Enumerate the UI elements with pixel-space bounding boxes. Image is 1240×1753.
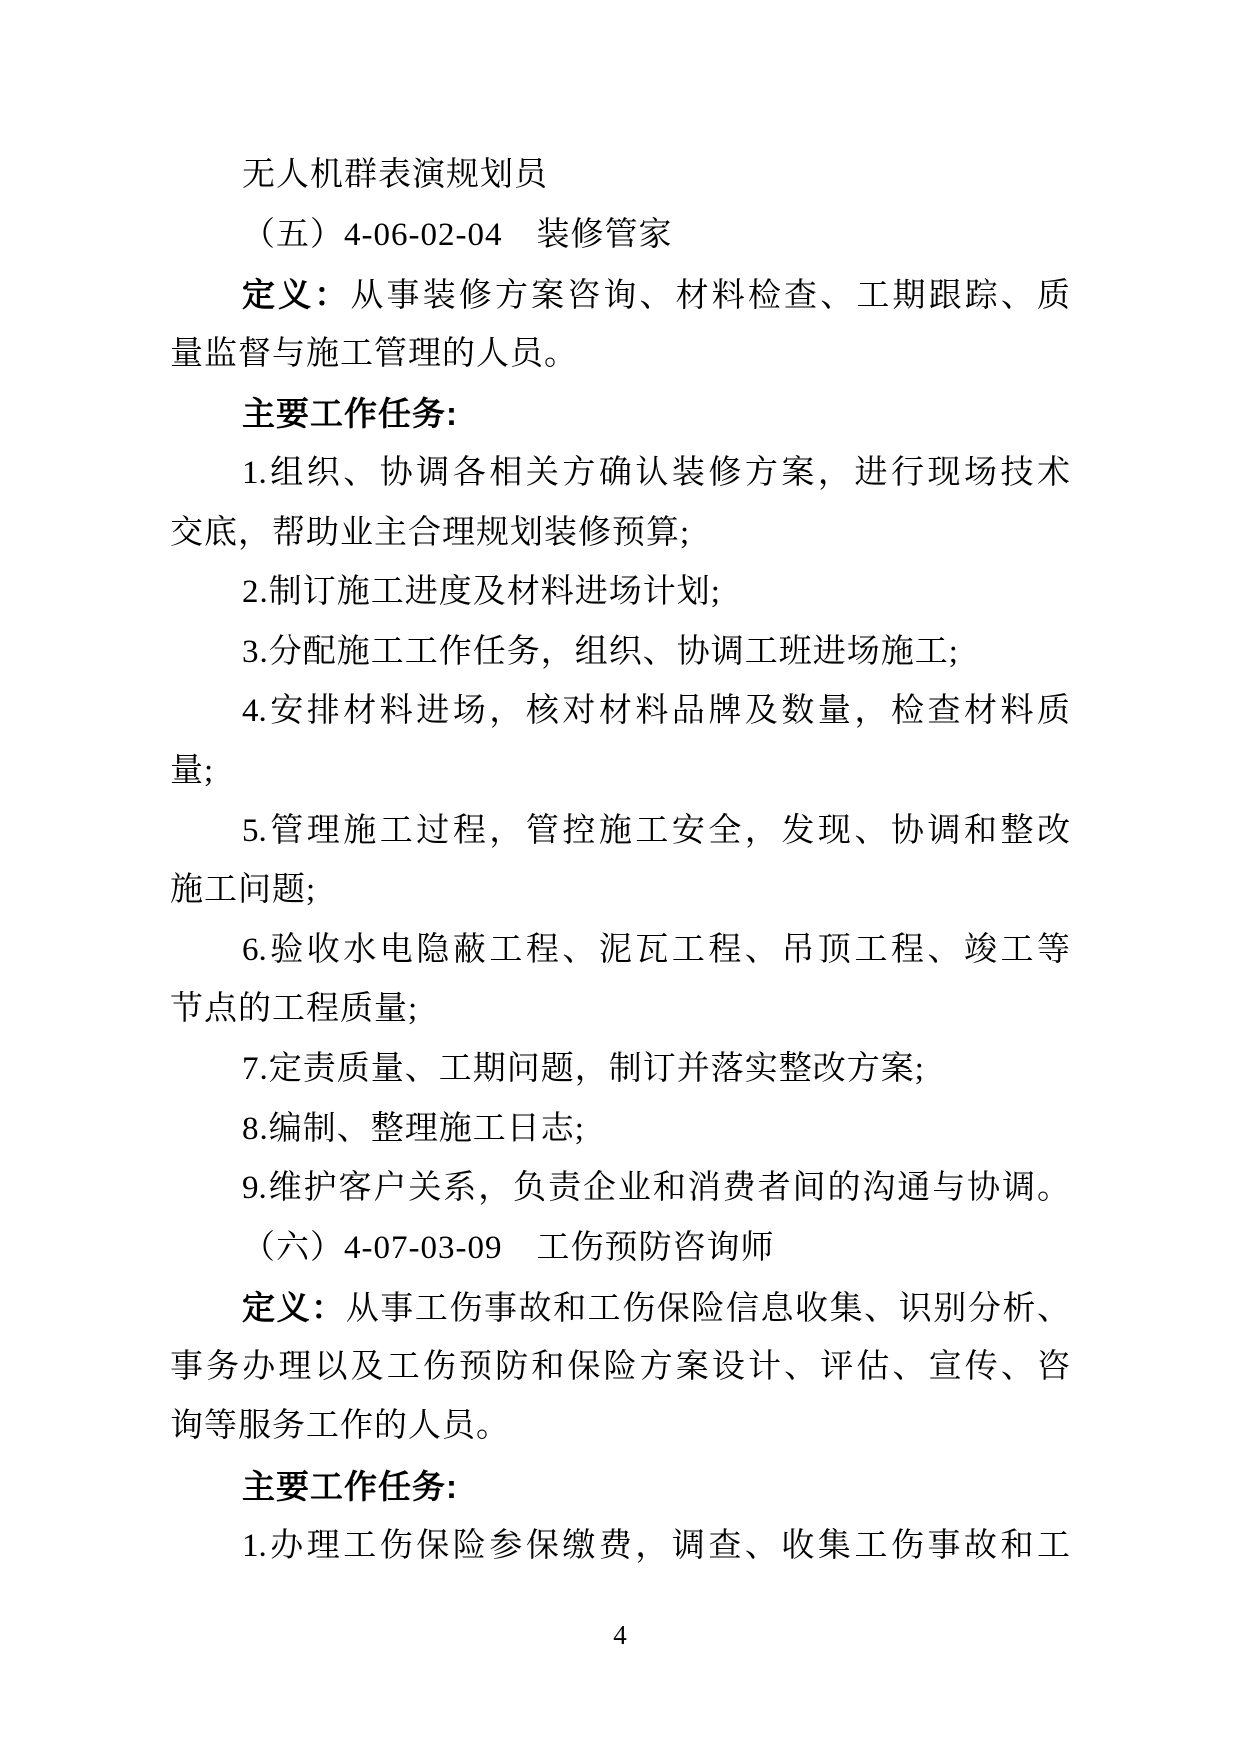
- task-line: [170, 742, 1070, 802]
- definition-line: [170, 325, 1070, 385]
- text-segment: 1.组织、协调各相关方确认装修方案，进行现场技术: [242, 454, 1070, 491]
- text-segment: 3.分配施工工作任务，组织、协调工班进场施工;: [242, 633, 959, 670]
- text-segment: 8.编制、整理施工日志;: [242, 1110, 585, 1147]
- text-segment: 6.验收水电隐蔽工程、泥瓦工程、吊顶工程、竣工等: [242, 931, 1070, 968]
- section-heading: [170, 206, 1070, 266]
- task-line: [170, 861, 1070, 921]
- bold-lead-label: 主要工作任务:: [242, 395, 458, 433]
- definition-line: [170, 1338, 1070, 1398]
- text-segment: 从事工伤事故和工伤保险信息收集、识别分析、: [345, 1291, 1071, 1328]
- bold-lead-label: 定义：: [242, 276, 351, 314]
- task-line: [170, 444, 1070, 504]
- task-line: [170, 921, 1070, 981]
- text-segment: 交底，帮助业主合理规划装修预算;: [170, 514, 691, 551]
- task-line: [170, 980, 1070, 1040]
- task-line: [170, 563, 1070, 623]
- document-body: [170, 146, 1070, 1576]
- bold-lead-label: 主要工作任务:: [242, 1468, 458, 1506]
- tasks-heading: [170, 1457, 1070, 1517]
- task-line: [170, 1517, 1070, 1577]
- page-number: 4: [613, 1620, 627, 1650]
- text-segment: 节点的工程质量;: [170, 991, 419, 1028]
- task-line: [170, 1100, 1070, 1160]
- continuation-line: [170, 146, 1070, 206]
- text-segment: 1.办理工伤保险参保缴费，调查、收集工伤事故和工: [242, 1527, 1070, 1564]
- task-line: [170, 682, 1070, 742]
- text-segment: 4.安排材料进场，核对材料品牌及数量，检查材料质: [242, 693, 1070, 730]
- bold-lead-label: 定义：: [242, 1289, 346, 1327]
- text-segment: （六）4-07-03-09 工伤预防咨询师: [242, 1229, 775, 1266]
- text-segment: 9.维护客户关系，负责企业和消费者间的沟通与协调。: [242, 1170, 1070, 1207]
- text-segment: 2.制订施工进度及材料进场计划;: [242, 574, 721, 611]
- text-segment: 量监督与施工管理的人员。: [170, 335, 578, 372]
- text-segment: 5.管理施工过程，管控施工安全，发现、协调和整改: [242, 812, 1070, 849]
- task-line: [170, 802, 1070, 862]
- text-segment: 无人机群表演规划员: [242, 157, 548, 193]
- text-segment: 7.定责质量、工期问题，制订并落实整改方案;: [242, 1050, 925, 1087]
- definition-line: [170, 1397, 1070, 1457]
- text-segment: （五）4-06-02-04 装修管家: [242, 216, 673, 253]
- task-line: [170, 504, 1070, 564]
- text-segment: 施工问题;: [170, 872, 317, 909]
- task-line: [170, 1159, 1070, 1219]
- text-segment: 询等服务工作的人员。: [170, 1408, 510, 1445]
- text-segment: 事务办理以及工伤预防和保险方案设计、评估、宣传、咨: [170, 1348, 1070, 1385]
- text-segment: 量;: [170, 752, 215, 789]
- definition-line: [170, 1278, 1070, 1338]
- tasks-heading: [170, 384, 1070, 444]
- definition-line: [170, 265, 1070, 325]
- task-line: [170, 1040, 1070, 1100]
- task-line: [170, 623, 1070, 683]
- text-segment: 从事装修方案咨询、材料检查、工期跟踪、质: [350, 278, 1071, 315]
- section-heading: [170, 1219, 1070, 1279]
